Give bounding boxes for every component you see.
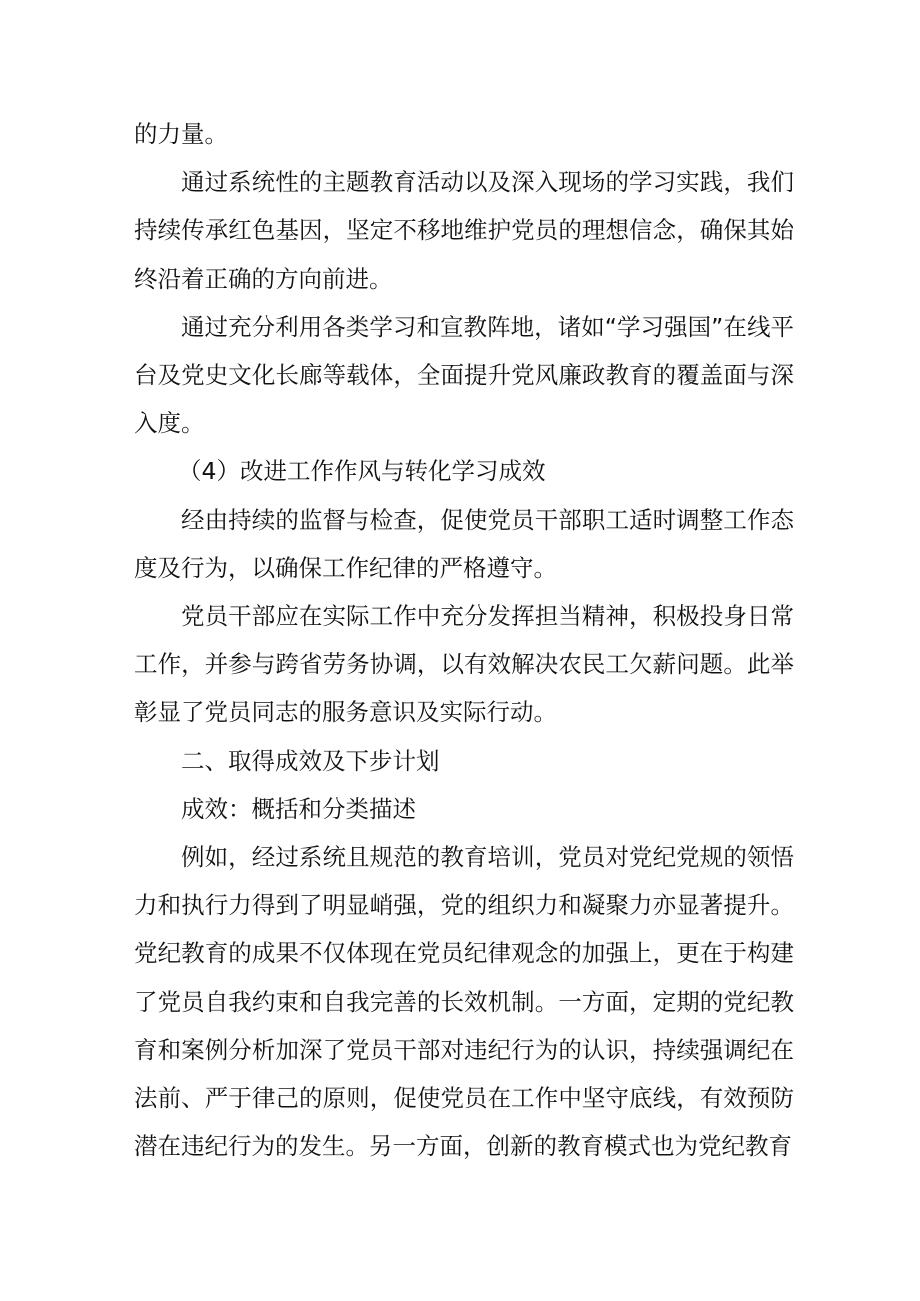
section-subheading-4: （4）改进工作作风与转化学习成效 <box>178 457 546 486</box>
section-subheading-results: 成效：概括和分类描述 <box>181 794 416 823</box>
paragraph-responsibility: 党员干部应在实际工作中充分发挥担当精神，积极投身日常工作，并参与跨省劳务协调，以有效解决农民工欠薪问题。此举彰显了党员同志的服务意识及实际行动。 <box>134 602 794 727</box>
paragraph-red-gene: 通过系统性的主题教育活动以及深入现场的学习实践，我们持续传承红色基因，坚定不移地维护党员的理想信念，确保其始终沿着正确的方向前进。 <box>134 168 794 293</box>
paragraph-study-platforms: 通过充分利用各类学习和宣教阵地，诸如“学习强国”在线平台及党史文化长廊等载体，全面提升党风廉政教育的覆盖面与深入度。 <box>134 312 794 438</box>
paragraph-supervision: 经由持续的监督与检查，促使党员干部职工适时调整工作态度及行为，以确保工作纪律的严格遵守。 <box>134 505 794 582</box>
document-body <box>134 110 794 1170</box>
paragraph-continuation: 的力量。 <box>134 120 228 148</box>
section-heading-2: 二、取得成效及下步计划 <box>181 746 440 775</box>
paragraph-results-example: 例如，经过系统且规范的教育培训，党员对党纪党规的领悟力和执行力得到了明显峭强，党的组织力和凝聚力亦显著提升。党纪教育的成果不仅体现在党员纪律观念的加强上，更在于构建了党员自我约束和自我完善的长效机制。一方面，定期的党纪教育和案例分析加深了党员干部对违纪行为的认识，持续强调纪在法前、严于律己的原则，促使党员在工作中坚守底线，有效预防潜在违纪行为的发生。另一方面，创新的教育模式也为党纪教育 <box>134 843 794 1161</box>
